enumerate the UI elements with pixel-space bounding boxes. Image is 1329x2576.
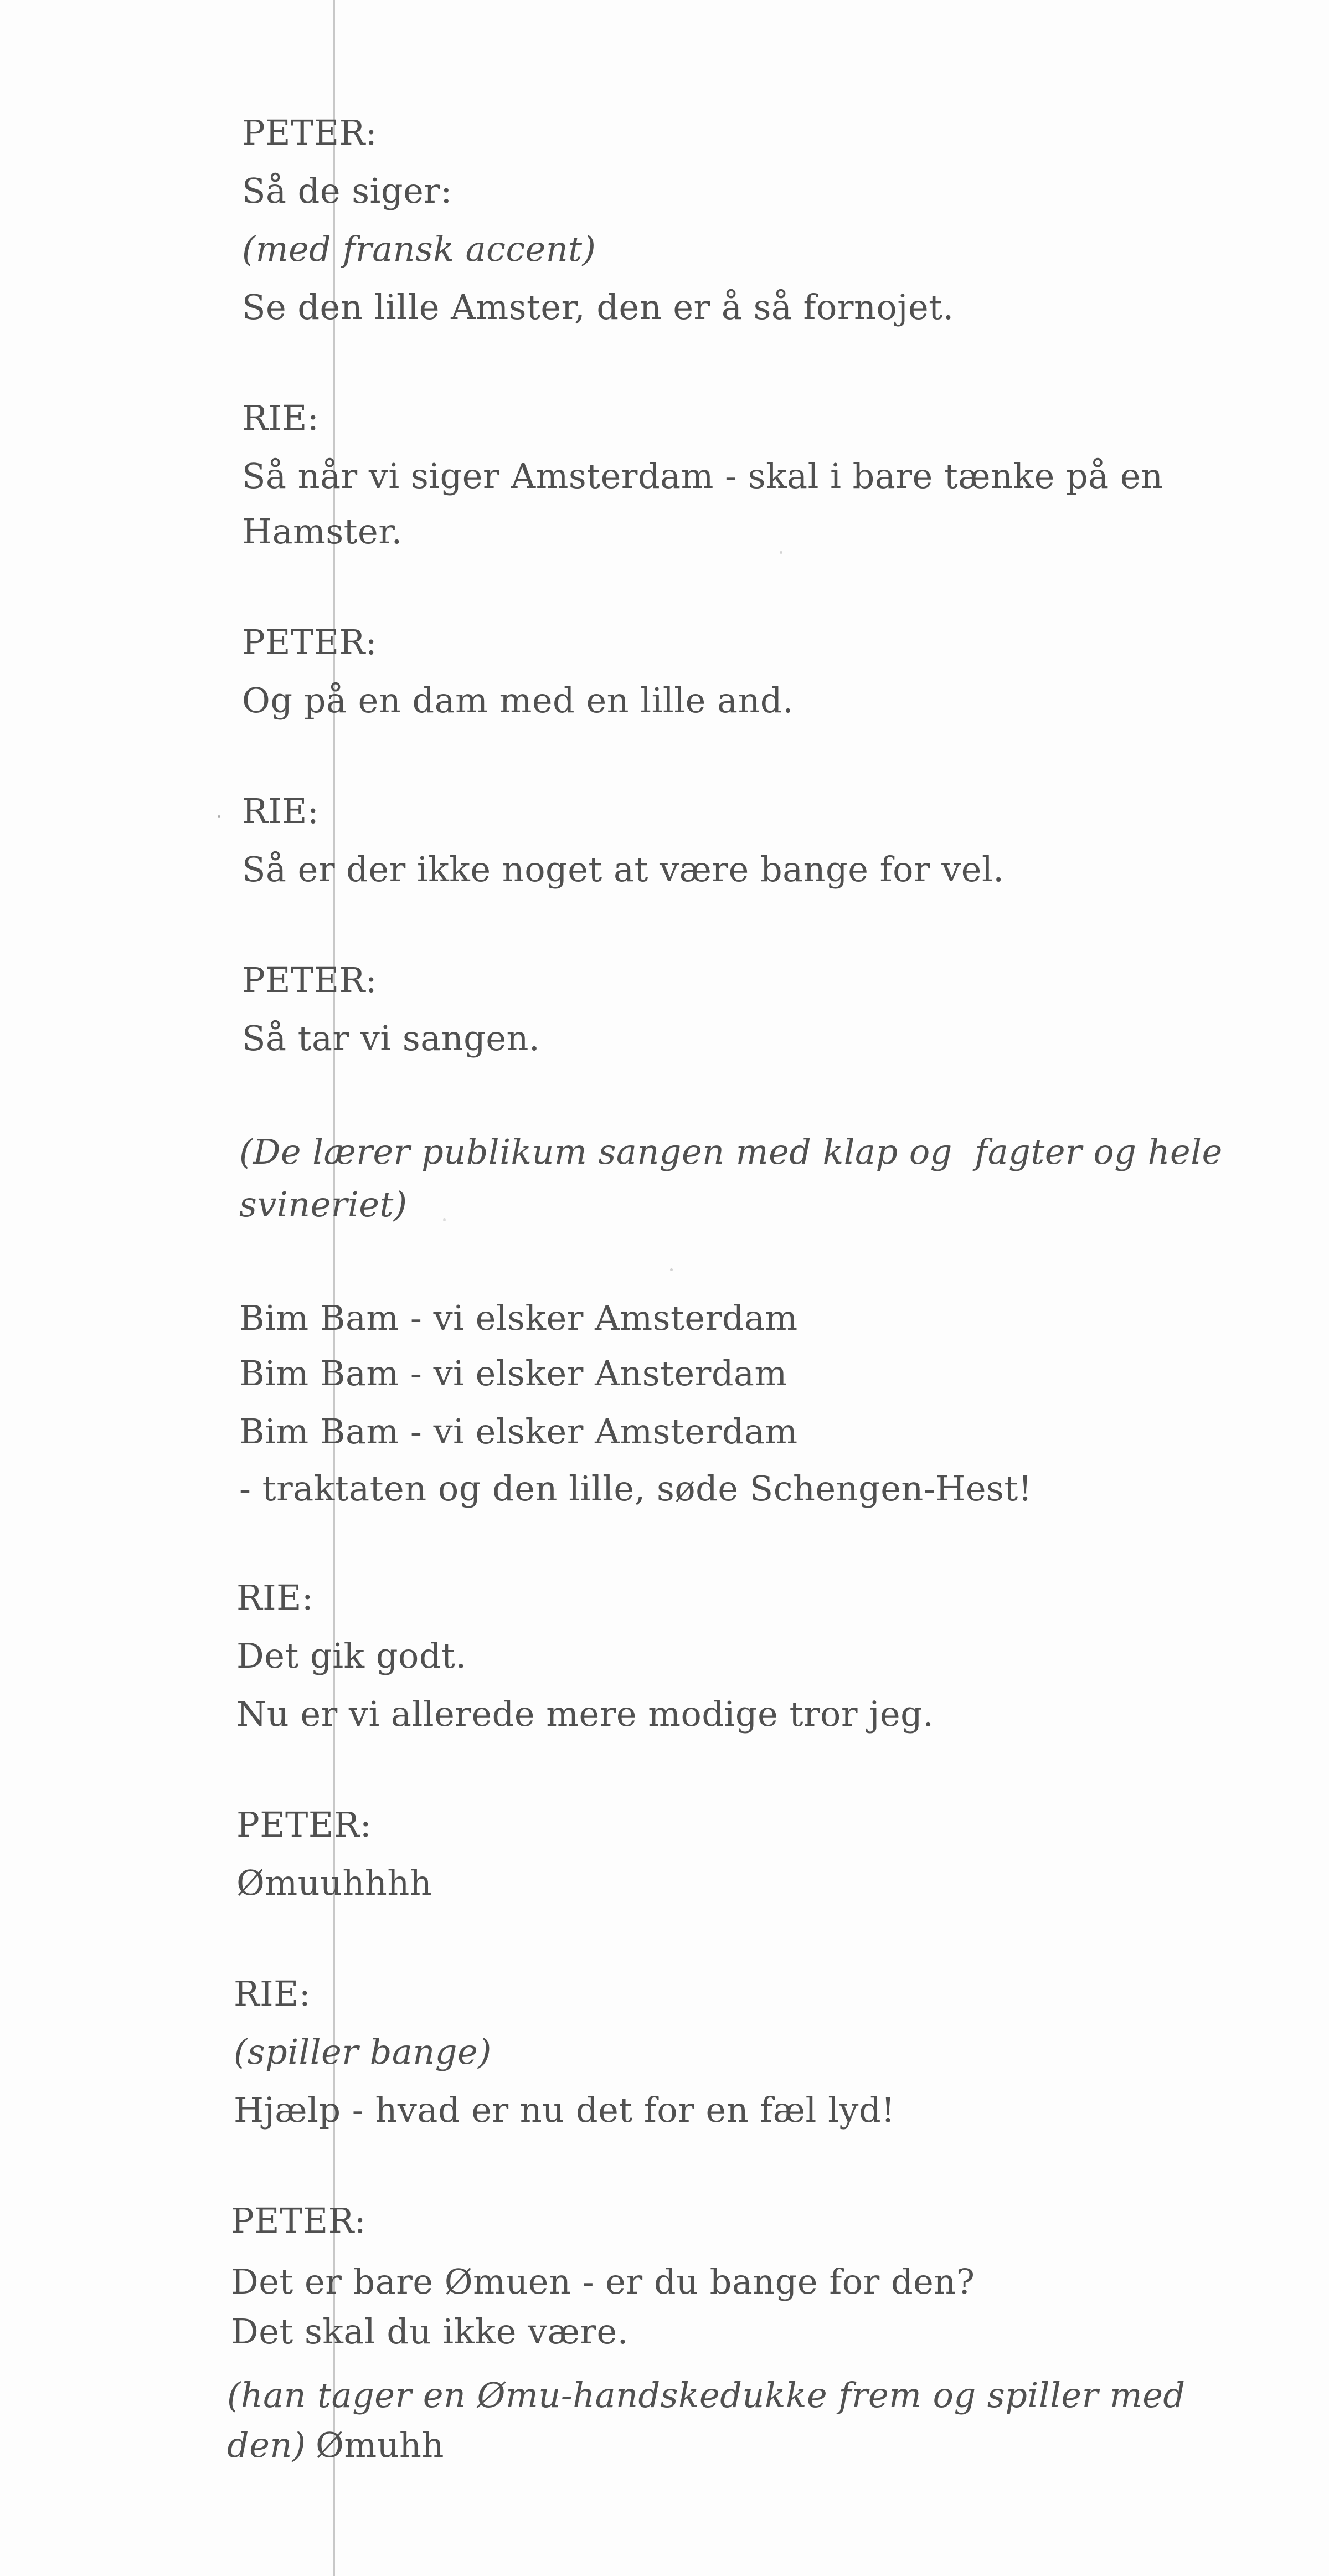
song-lyric: Bim Bam - vi elsker Amsterdam	[239, 1298, 798, 1338]
speaker-label: PETER:	[231, 2200, 367, 2241]
dialogue-line: Ømuuhhhh	[236, 1863, 432, 1903]
dialogue-line: Det skal du ikke være.	[231, 2311, 629, 2352]
song-lyric: Bim Bam - vi elsker Amsterdam	[239, 1411, 798, 1452]
song-lyric: - traktaten og den lille, søde Schengen-Hest!	[239, 1468, 1033, 1509]
scan-speck	[443, 1218, 446, 1221]
dialogue-line: Hjælp - hvad er nu det for en fæl lyd!	[234, 2090, 895, 2130]
speaker-label: PETER:	[242, 112, 378, 153]
speaker-label: RIE:	[242, 791, 320, 831]
dialogue-line: Det gik godt.	[236, 1636, 467, 1676]
stage-direction: (spiller bange)	[234, 2032, 492, 2072]
dialogue-line: Så de siger:	[242, 171, 452, 211]
scan-speck	[780, 551, 782, 554]
dialogue-line: Hamster.	[242, 511, 403, 552]
song-lyric: Bim Bam - vi elsker Ansterdam	[239, 1353, 787, 1394]
speaker-label: RIE:	[242, 398, 320, 438]
scan-speck	[218, 815, 220, 818]
speaker-label: PETER:	[236, 1804, 372, 1845]
stage-direction: (med fransk accent)	[242, 229, 596, 269]
scan-speck	[670, 1268, 673, 1271]
dialogue-line: Så tar vi sangen.	[242, 1018, 540, 1058]
dialogue-line: Ømuhh	[316, 2425, 444, 2465]
stage-direction: (De lærer publikum sangen med klap og fagter og hele	[239, 1132, 1223, 1172]
dialogue-line: Og på en dam med en lille and.	[242, 680, 794, 721]
dialogue-line: Se den lille Amster, den er å så fornojet.	[242, 287, 954, 327]
dialogue-line: Nu er vi allerede mere modige tror jeg.	[236, 1694, 934, 1734]
stage-direction: (han tager en Ømu-handskedukke frem og spiller med	[227, 2375, 1186, 2415]
stage-direction: svineriet)	[239, 1184, 408, 1225]
dialogue-line: Så når vi siger Amsterdam - skal i bare tænke på en	[242, 456, 1163, 496]
speaker-label: RIE:	[236, 1577, 314, 1618]
stage-direction: den)	[227, 2425, 306, 2465]
dialogue-line: Så er der ikke noget at være bange for vel.	[242, 849, 1005, 889]
speaker-label: PETER:	[242, 960, 378, 1000]
speaker-label: RIE:	[234, 1973, 311, 2014]
speaker-label: PETER:	[242, 622, 378, 662]
dialogue-line: Det er bare Ømuen - er du bange for den?	[231, 2261, 975, 2302]
